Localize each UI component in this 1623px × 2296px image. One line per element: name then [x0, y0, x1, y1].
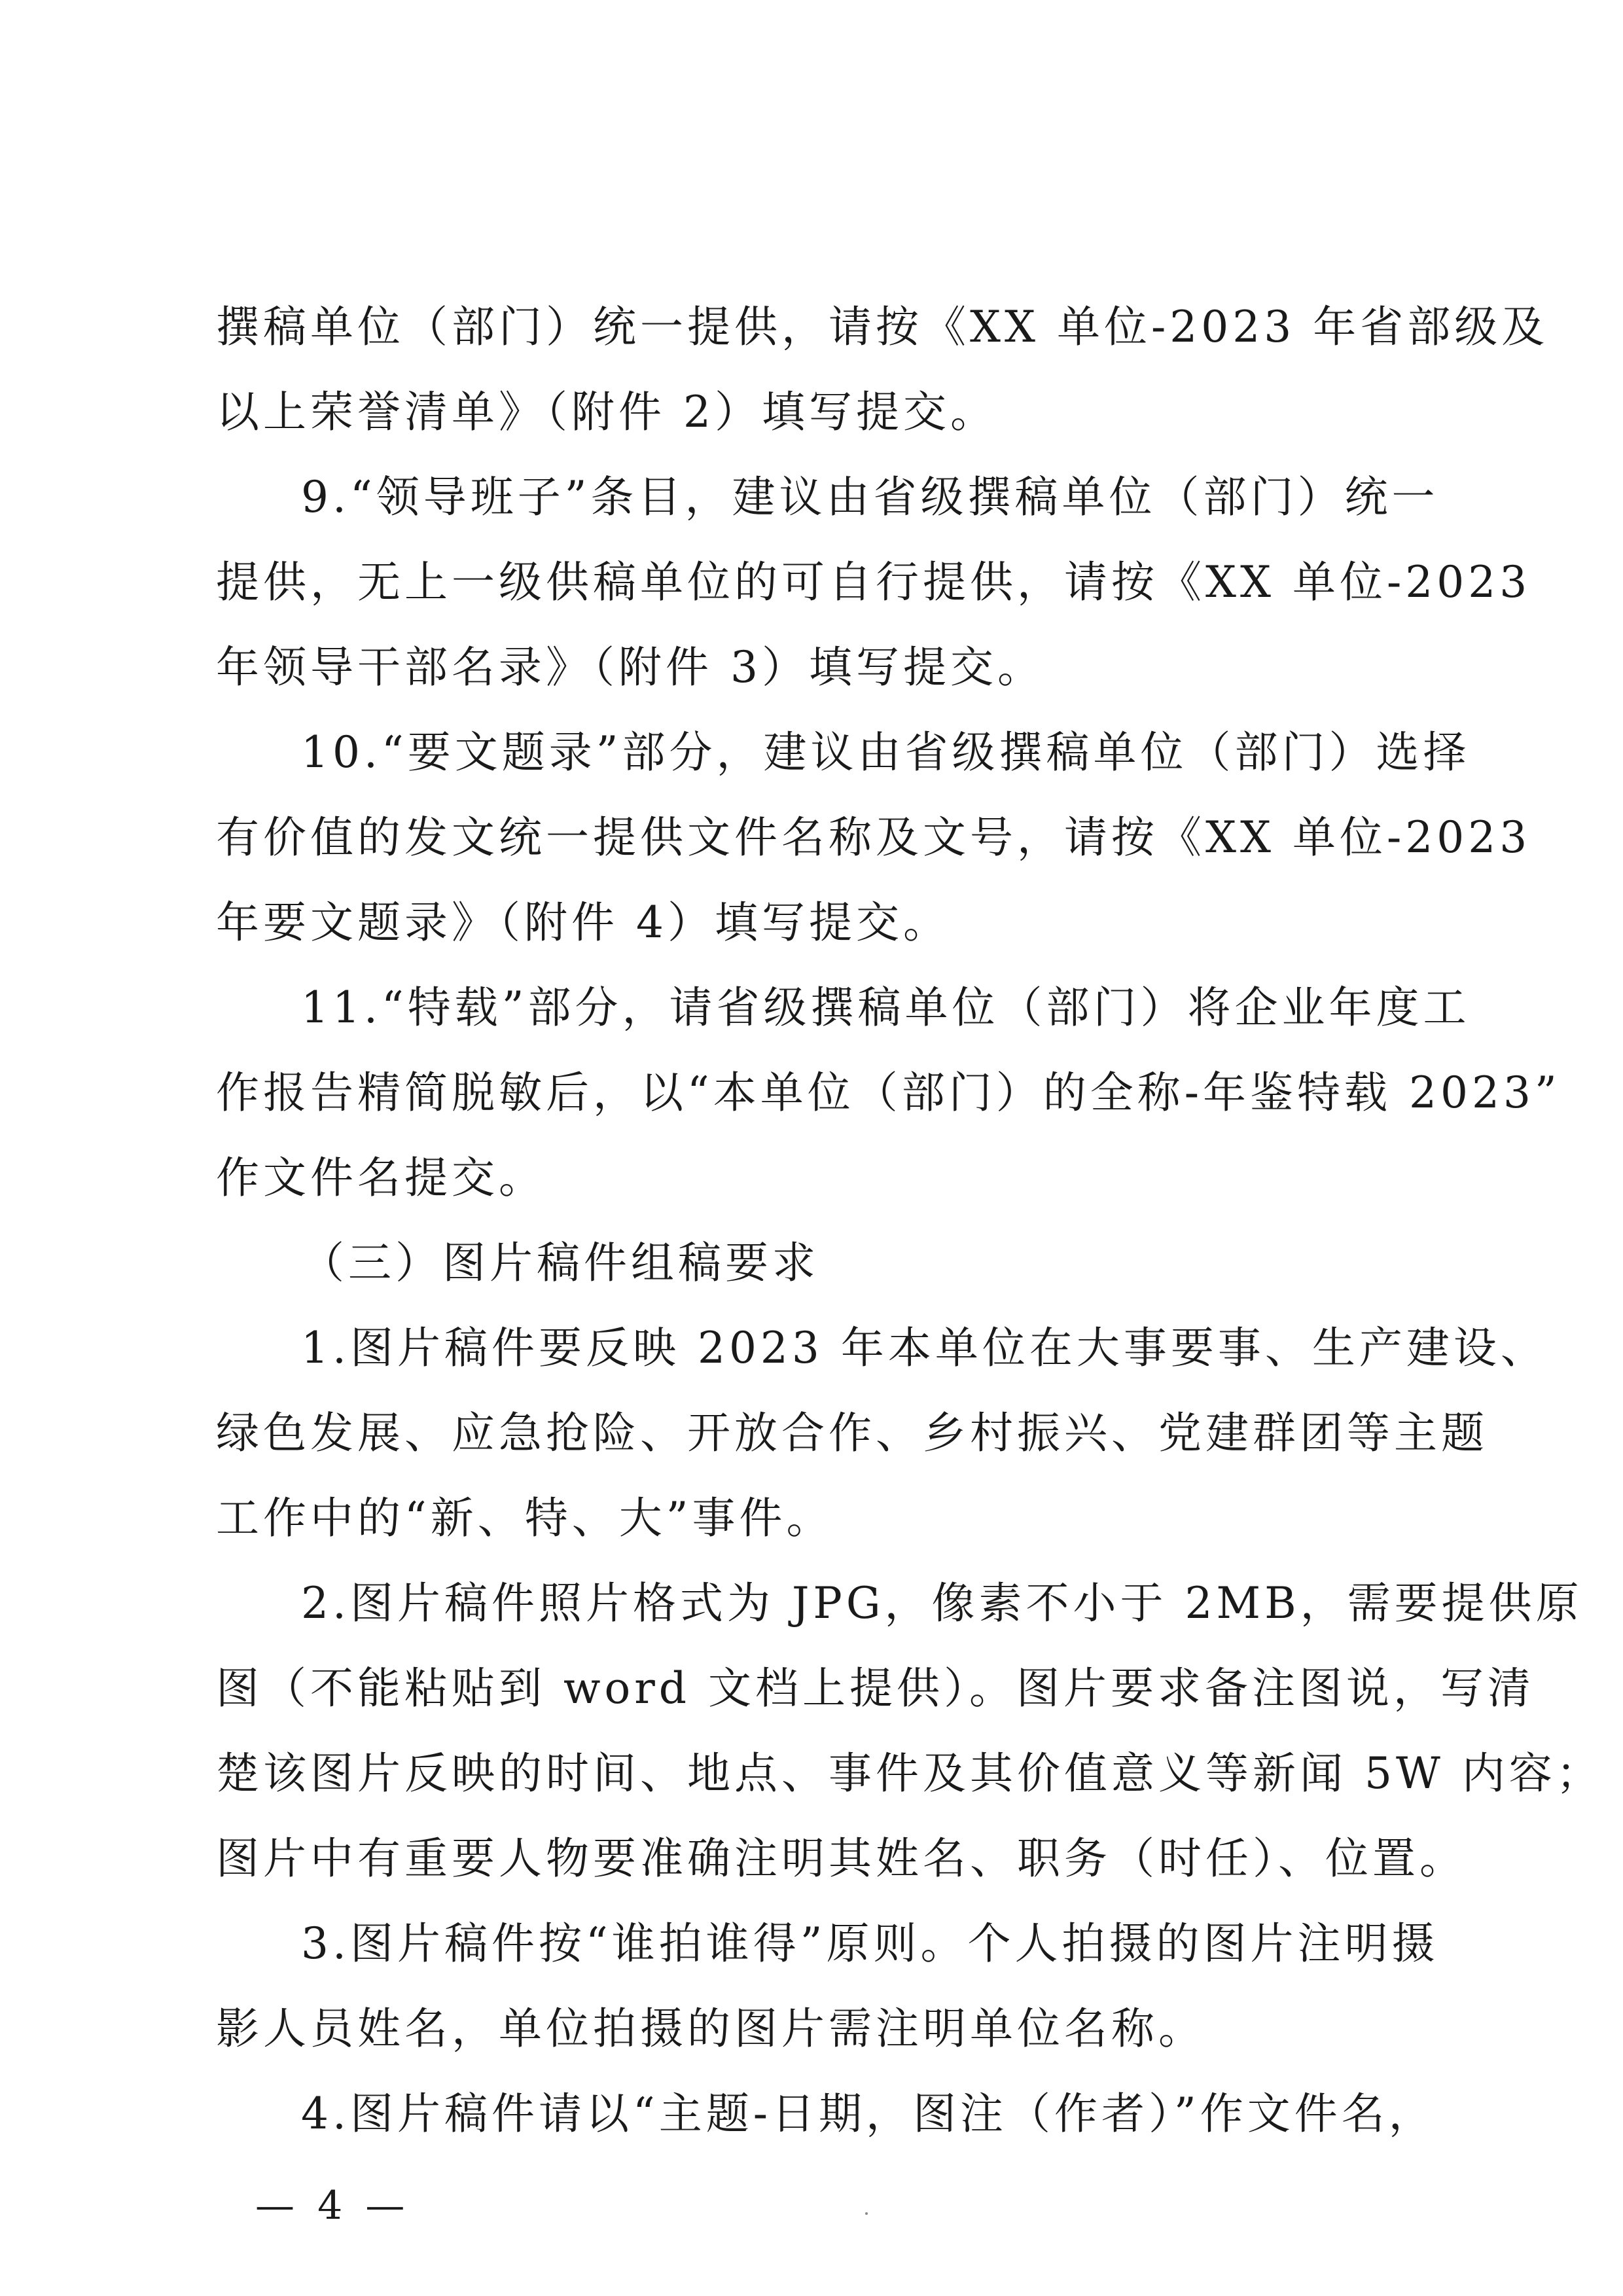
text-line: 提供，无上一级供稿单位的可自行提供，请按《XX 单位-2023: [216, 557, 1531, 607]
text-line: 作文件名提交。: [216, 1153, 546, 1203]
section-heading: （三）图片稿件组稿要求: [301, 1238, 819, 1288]
scan-speck: [865, 2212, 868, 2215]
text-line: 图片中有重要人物要准确注明其姓名、职务（时任）、位置。: [216, 1833, 1467, 1884]
text-line: 以上荣誉清单》（附件 2）填写提交。: [216, 387, 997, 437]
text-line: 年要文题录》（附件 4）填写提交。: [216, 897, 950, 948]
text-line: 撰稿单位（部门）统一提供，请按《XX 单位-2023 年省部级及: [216, 302, 1549, 352]
text-line: 11.“特载”部分，请省级撰稿单位（部门）将企业年度工: [301, 982, 1471, 1033]
text-line: 10.“要文题录”部分，建议由省级撰稿单位（部门）选择: [301, 727, 1471, 778]
text-line: 1.图片稿件要反映 2023 年本单位在大事要事、生产建设、: [301, 1323, 1548, 1373]
text-line: 楚该图片反映的时间、地点、事件及其价值意义等新闻 5W 内容；: [216, 1748, 1603, 1799]
text-line: 作报告精简脱敏后，以“本单位（部门）的全称-年鉴特载 2023”: [216, 1067, 1561, 1118]
text-line: 年领导干部名录》（附件 3）填写提交。: [216, 642, 1044, 692]
page-number: — 4 —: [255, 2183, 410, 2229]
text-line: 工作中的“新、特、大”事件。: [216, 1493, 834, 1543]
text-line: 4.图片稿件请以“主题-日期，图注（作者）”作文件名，: [301, 2089, 1436, 2139]
text-line: 3.图片稿件按“谁拍谁得”原则。个人拍摄的图片注明摄: [301, 1918, 1439, 1969]
text-line: 有价值的发文统一提供文件名称及文号，请按《XX 单位-2023: [216, 812, 1531, 863]
text-line: 9.“领导班子”条目，建议由省级撰稿单位（部门）统一: [301, 472, 1439, 522]
text-line: 影人员姓名，单位拍摄的图片需注明单位名称。: [216, 2003, 1205, 2054]
text-line: 绿色发展、应急抢险、开放合作、乡村振兴、党建群团等主题: [216, 1408, 1488, 1458]
text-line: 2.图片稿件照片格式为 JPG，像素不小于 2MB，需要提供原: [301, 1578, 1583, 1628]
text-line: 图（不能粘贴到 word 文档上提供）。图片要求备注图说，写清: [216, 1663, 1535, 1713]
